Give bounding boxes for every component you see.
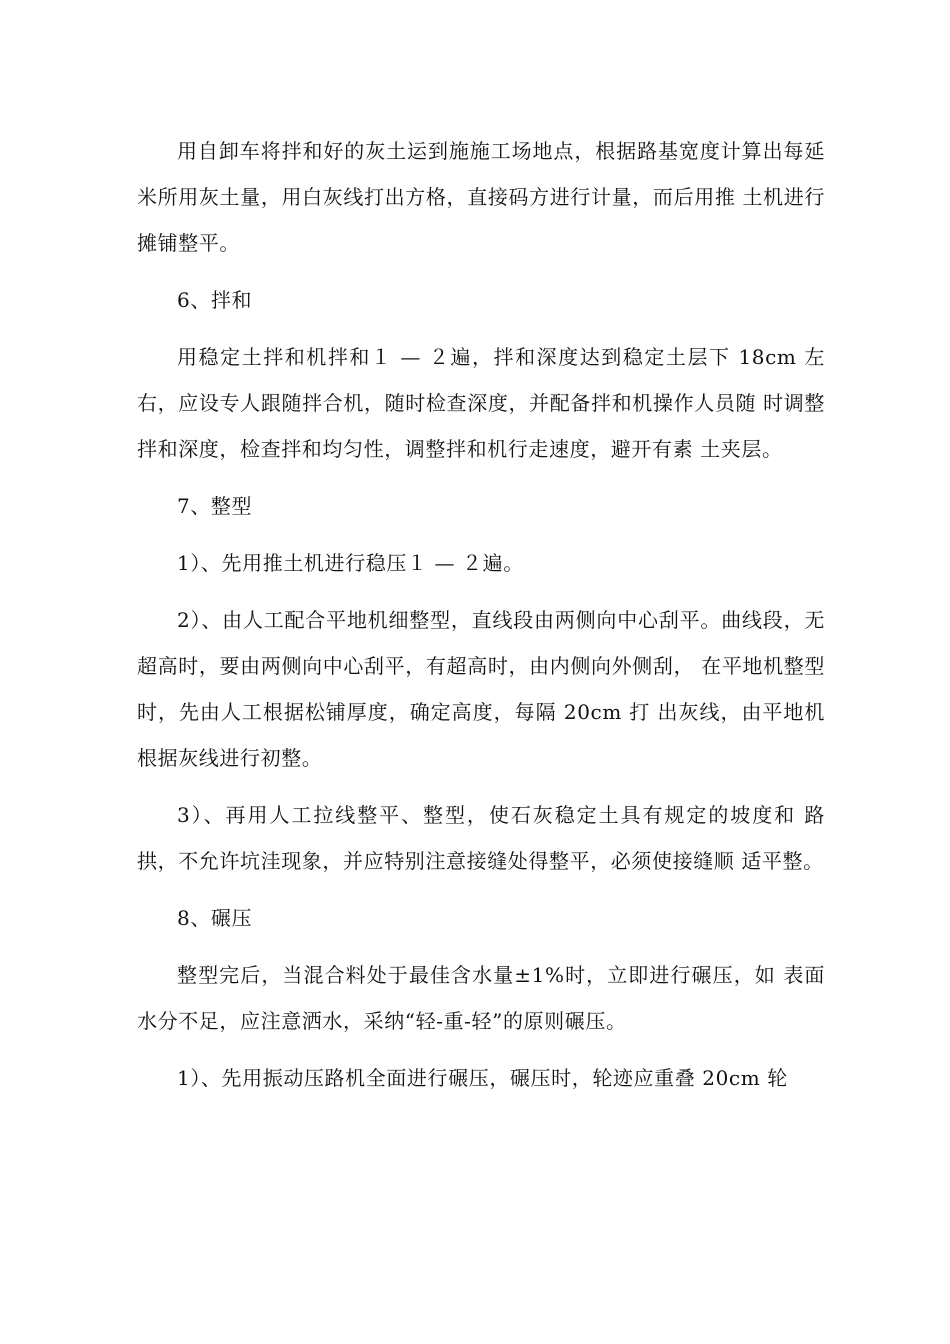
- paragraph-shaping-step-2: 2）、由人工配合平地机细整型，直线段由两侧向中心刮平。曲线段，无超高时，要由两侧向中心刮平，有超高时，由内侧向外侧刮， 在平地机整型时，先由人工根据松铺厚度，确定高度，每隔 20cm 打 出灰线，由平地机根据灰线进行初整。: [137, 608, 825, 770]
- document-page: [137, 128, 825, 1112]
- heading-shaping: 7、整型: [177, 494, 253, 518]
- paragraph-mixing: 用稳定土拌和机拌和１ — ２遍，拌和深度达到稳定土层下 18cm 左右，应设专人跟随拌合机，随时检查深度，并配备拌和机操作人员随 时调整拌和深度，检查拌和均匀性，调整拌和机行走速度，避开有素 土夹层。: [137, 345, 825, 461]
- heading-mixing: 6、拌和: [177, 288, 253, 312]
- heading-rolling: 8、碾压: [177, 906, 253, 930]
- paragraph-shaping-step-1: 1）、先用推土机进行稳压１ — ２遍。: [177, 551, 524, 575]
- paragraph-shaping-step-3: 3）、再用人工拉线整平、整型，使石灰稳定土具有规定的坡度和 路拱，不允许坑洼现象，并应特别注意接缝处得整平，必须使接缝顺 适平整。: [137, 803, 825, 873]
- paragraph-rolling-intro: 整型完后，当混合料处于最佳含水量±1%时，立即进行碾压，如 表面水分不足，应注意洒水，采纳“轻-重-轻”的原则碾压。: [137, 963, 825, 1033]
- paragraph-spreading: 用自卸车将拌和好的灰土运到施施工场地点，根据路基宽度计算出每延米所用灰土量，用白灰线打出方格，直接码方进行计量，而后用推 土机进行摊铺整平。: [137, 139, 825, 255]
- paragraph-rolling-step-1: 1）、先用振动压路机全面进行碾压，碾压时，轮迹应重叠 20cm 轮: [177, 1066, 788, 1090]
